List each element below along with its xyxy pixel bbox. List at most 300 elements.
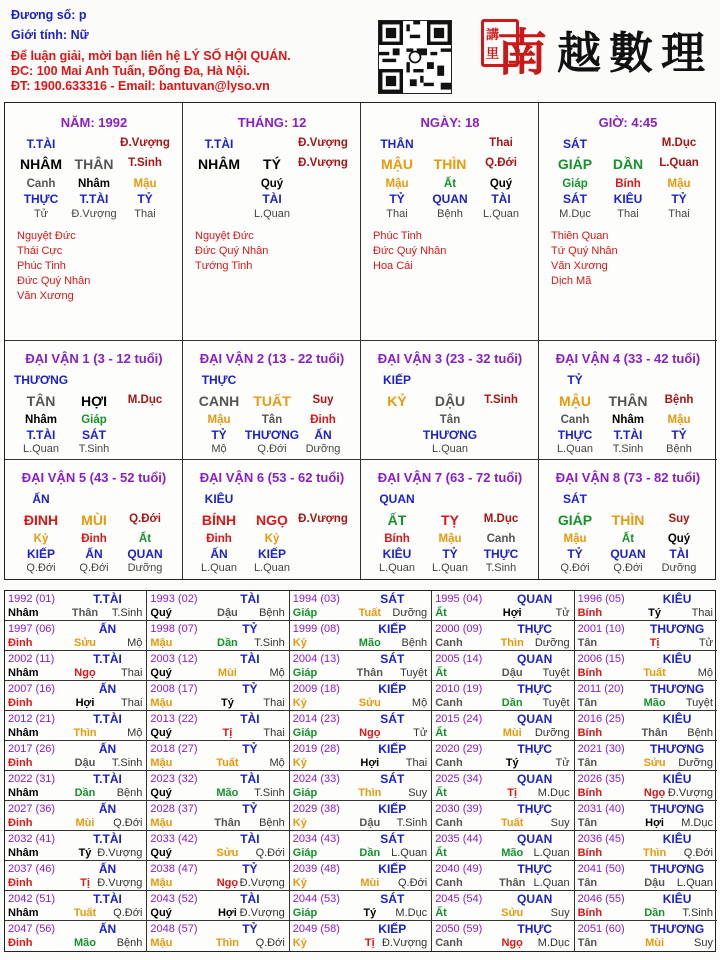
year-ten-god: SÁT: [380, 772, 405, 786]
year-branch: Dậu: [74, 757, 96, 769]
year-phase: Mộ: [269, 757, 285, 769]
dai-van-phase: M.Dục: [483, 513, 519, 525]
pillar-title: NĂM: 1992: [60, 115, 128, 130]
star-item: Tứ Quý Nhân: [551, 245, 618, 257]
year-label: 2026 (35): [577, 773, 625, 785]
year-phase: Q.Đới: [113, 907, 143, 919]
pillar-stem-god: T.TÀI: [204, 137, 234, 151]
year-phase: Tử: [413, 727, 428, 739]
year-branch: Ngọ: [359, 727, 381, 739]
dai-van-title: ĐẠI VẬN 6 (53 - 62 tuổi): [199, 470, 345, 485]
hidden-stem: Mậu: [563, 533, 587, 545]
hidden-stem: Tân: [439, 414, 461, 426]
hidden-phase: Thai: [617, 208, 639, 220]
year-stem: Kỷ: [292, 877, 307, 889]
year-label: 2008 (17): [150, 683, 198, 695]
year-branch: Sửu: [643, 757, 666, 769]
year-stem: Canh: [435, 817, 463, 829]
dai-van-stem-god: KIẾP: [382, 373, 412, 387]
hidden-phase: Q.Đới: [257, 443, 287, 455]
pillar-stem: GIÁP: [557, 156, 593, 172]
year-phase: Suy: [694, 937, 713, 949]
star-item: Nguyệt Đức: [195, 230, 254, 242]
pillar-branch: THÌN: [433, 156, 467, 172]
year-stem: Đinh: [8, 937, 33, 949]
year-stem: Ất: [435, 847, 447, 859]
year-stem: Ất: [435, 607, 447, 619]
year-ten-god: THỰC: [517, 622, 552, 636]
hidden-god: THỰC: [483, 547, 519, 561]
pillar-branch-phase: Q.Đới: [485, 157, 517, 169]
year-stem: Kỷ: [292, 637, 307, 649]
address-line: ĐC: 100 Mai Anh Tuấn, Đống Đa, Hà Nội.: [11, 64, 250, 78]
hidden-phase: Dưỡng: [127, 562, 163, 574]
hidden-phase: L.Quan: [482, 208, 520, 220]
year-branch: Thân: [214, 817, 241, 829]
year-ten-god: SÁT: [380, 892, 405, 906]
hidden-phase: L.Quan: [22, 443, 60, 455]
year-label: 1994 (03): [292, 593, 340, 605]
year-cell: [432, 921, 574, 951]
year-ten-god: KIÊU: [662, 652, 692, 666]
year-branch: Sửu: [501, 907, 524, 919]
year-ten-god: ẤN: [98, 802, 117, 816]
hidden-phase: L.Quan: [253, 562, 291, 574]
year-branch: Mão: [643, 697, 666, 709]
hidden-phase: Thai: [134, 208, 156, 220]
year-cell: [5, 771, 147, 801]
hidden-god: TỶ: [389, 192, 405, 206]
year-branch: Tuất: [358, 607, 381, 619]
year-label: 2003 (12): [150, 653, 198, 665]
year-ten-god: TÀI: [240, 892, 260, 906]
pillar-branch: THÂN: [74, 156, 114, 172]
hidden-god: KIẾP: [26, 547, 56, 561]
hidden-stem: Ất: [138, 533, 152, 545]
year-cell: [290, 921, 432, 951]
hidden-phase: M.Dục: [559, 208, 591, 220]
year-stem: Quý: [150, 907, 172, 919]
hidden-phase: L.Quan: [378, 562, 416, 574]
year-stem: Tân: [577, 817, 598, 829]
year-cell: [5, 591, 147, 621]
year-branch: Dậu: [644, 877, 665, 889]
year-phase: Đ.Vượng: [97, 877, 143, 889]
year-branch: Tuất: [216, 757, 239, 769]
year-stem: Ất: [435, 907, 447, 919]
pillar-cell: [183, 103, 361, 341]
pillar-stem-god: T.TÀI: [26, 137, 56, 151]
year-label: 2005 (14): [435, 653, 483, 665]
year-phase: Suy: [550, 907, 570, 919]
hidden-phase: Thai: [668, 208, 690, 220]
year-branch: Hợi: [645, 817, 664, 829]
year-phase: Thai: [263, 697, 285, 709]
year-phase: Đ.Vượng: [667, 787, 713, 799]
hidden-phase: Q.Đới: [613, 562, 643, 574]
year-stem: Đinh: [8, 757, 33, 769]
pillar-stem-god: SÁT: [563, 137, 587, 151]
year-label: 2031 (40): [577, 803, 625, 815]
hidden-god: TỶ: [671, 428, 687, 442]
year-branch: Tý: [220, 697, 234, 709]
year-ten-god: T.TÀI: [93, 592, 122, 606]
hidden-phase: Đ.Vượng: [71, 208, 117, 220]
year-label: 2040 (49): [435, 863, 483, 875]
year-cell: [290, 891, 432, 921]
year-cell: [290, 831, 432, 861]
year-label: 1999 (08): [292, 623, 340, 635]
year-ten-god: QUAN: [517, 712, 553, 726]
pillar-cell: [5, 103, 183, 341]
year-branch: Tuất: [500, 817, 524, 829]
pillar-stem-phase: Đ.Vượng: [298, 137, 348, 149]
dai-van-branch: THÂN: [608, 393, 648, 409]
year-label: 2039 (48): [292, 863, 340, 875]
pillar-title: NGÀY: 18: [420, 115, 480, 130]
year-cell: [432, 651, 574, 681]
year-branch: Thìn: [215, 937, 239, 949]
year-label: 2025 (34): [435, 773, 483, 785]
hidden-god: ẤN: [314, 428, 332, 442]
star-item: Thiên Quan: [551, 230, 609, 242]
year-stem: Giáp: [292, 847, 318, 859]
year-stem: Đinh: [8, 817, 33, 829]
year-branch: Tị: [364, 937, 375, 949]
year-branch: Tý: [648, 607, 662, 619]
year-cell: [5, 861, 147, 891]
year-cell: [432, 801, 574, 831]
hidden-god: TỶ: [137, 192, 153, 206]
star-item: Tướng Tinh: [195, 260, 253, 272]
dai-van-stem-god: QUAN: [379, 492, 415, 506]
year-label: 2001 (10): [577, 623, 625, 635]
year-cell: [5, 891, 147, 921]
year-label: 2030 (39): [435, 803, 483, 815]
year-phase: Thai: [120, 667, 143, 679]
year-label: 2018 (27): [150, 743, 198, 755]
hidden-phase: Mộ: [211, 443, 227, 455]
year-phase: M.Dục: [537, 787, 570, 799]
year-branch: Sửu: [73, 637, 97, 649]
year-ten-god: TỶ: [242, 682, 258, 696]
year-label: 2009 (18): [292, 683, 340, 695]
year-branch: Tý: [78, 847, 92, 859]
dai-van-phase: M.Dục: [127, 394, 163, 406]
dai-van-phase: Bệnh: [664, 394, 694, 406]
year-label: 2051 (60): [577, 923, 625, 935]
year-cell: [147, 891, 289, 921]
year-phase: Đ.Vượng: [97, 847, 143, 859]
year-ten-god: ẤN: [98, 682, 117, 696]
year-ten-god: KIẾP: [378, 622, 407, 636]
pillar-stem: MẬU: [381, 156, 413, 172]
year-ten-god: QUAN: [517, 832, 553, 846]
dai-van-title: ĐẠI VẬN 1 (3 - 12 tuổi): [25, 351, 163, 366]
hidden-phase: Bệnh: [437, 208, 463, 220]
year-cell: [575, 861, 717, 891]
year-phase: Thai: [120, 697, 143, 709]
year-label: 2028 (37): [150, 803, 198, 815]
hidden-stem: Canh: [560, 414, 590, 426]
year-label: 1997 (06): [8, 623, 56, 635]
logo-char-2: 越: [557, 28, 601, 79]
year-ten-god: KIẾP: [378, 922, 407, 936]
year-cell: [432, 591, 574, 621]
year-ten-god: THỰC: [517, 802, 552, 816]
year-label: 1996 (05): [577, 593, 625, 605]
year-ten-god: SÁT: [380, 712, 405, 726]
year-stem: Giáp: [292, 727, 318, 739]
year-label: 2043 (52): [150, 893, 198, 905]
hidden-stem: Đinh: [81, 533, 107, 545]
hidden-stem: Ất: [621, 533, 635, 545]
pillar-stem-god: THÂN: [380, 137, 414, 151]
year-phase: Q.Đới: [397, 877, 428, 889]
year-phase: Tuyệt: [542, 697, 570, 709]
dai-van-branch: NGỌ: [256, 512, 288, 528]
year-stem: Mậu: [150, 937, 173, 949]
year-cell: [575, 771, 717, 801]
dai-van-stem: ẤT: [387, 512, 407, 528]
year-ten-god: T.TÀI: [93, 712, 122, 726]
year-stem: Mậu: [150, 757, 173, 769]
pillar-stem-phase: M.Dục: [661, 137, 697, 149]
dai-van-cell: [539, 460, 717, 579]
year-stem: Đinh: [8, 697, 33, 709]
hidden-god: TỶ: [567, 547, 583, 561]
pillar-cell: [539, 103, 717, 341]
year-stem: Ất: [435, 787, 447, 799]
year-label: 1998 (07): [150, 623, 198, 635]
year-branch: Sửu: [216, 847, 239, 859]
year-ten-god: SÁT: [380, 592, 405, 606]
year-label: 1993 (02): [150, 593, 198, 605]
pillar-stem-phase: Thai: [489, 137, 513, 149]
year-cell: [290, 681, 432, 711]
year-phase: Đ.Vượng: [382, 937, 428, 949]
hidden-god: KIÊU: [613, 192, 643, 206]
hidden-god: THƯƠNG: [244, 428, 300, 442]
dai-van-stem: KỶ: [387, 393, 407, 409]
year-phase: Đ.Vượng: [239, 877, 285, 889]
year-branch: Tý: [505, 757, 519, 769]
year-stem: Mậu: [150, 697, 173, 709]
star-item: Nguyệt Đức: [17, 230, 76, 242]
year-branch: Ngọ: [501, 937, 523, 949]
hidden-phase: Q.Đới: [26, 562, 56, 574]
year-branch: Dần: [217, 637, 238, 649]
year-phase: Bệnh: [401, 637, 428, 649]
year-label: 2044 (53): [292, 893, 340, 905]
year-cell: [5, 651, 147, 681]
year-cell: [290, 801, 432, 831]
year-ten-god: TÀI: [240, 592, 260, 606]
year-stem: Giáp: [292, 667, 318, 679]
year-branch: Hợi: [75, 697, 95, 709]
year-ten-god: THƯƠNG: [650, 862, 705, 876]
year-phase: Suy: [408, 787, 428, 799]
star-item: Văn Xương: [551, 260, 608, 272]
year-stem: Mậu: [150, 877, 173, 889]
year-label: 2019 (28): [292, 743, 340, 755]
pillar-branch-phase: Đ.Vượng: [298, 157, 348, 169]
hidden-stem: Tân: [261, 414, 283, 426]
dai-van-cell: [5, 341, 183, 460]
dai-van-title: ĐẠI VẬN 5 (43 - 52 tuổi): [21, 470, 167, 485]
hidden-phase: L.Quan: [253, 208, 291, 220]
hidden-phase: L.Quan: [431, 562, 469, 574]
hidden-phase: Tử: [33, 208, 49, 220]
year-stem: Đinh: [8, 637, 33, 649]
hidden-god: TÀI: [491, 192, 511, 206]
year-ten-god: T.TÀI: [93, 832, 122, 846]
year-stem: Tân: [577, 877, 598, 889]
year-cell: [575, 891, 717, 921]
hidden-god: TÀI: [262, 192, 282, 206]
header: [0, 0, 720, 100]
year-stem: Quý: [150, 727, 172, 739]
year-cell: [432, 861, 574, 891]
year-label: 1992 (01): [8, 593, 56, 605]
year-cell: [432, 621, 574, 651]
year-cell: [147, 771, 289, 801]
year-label: 2049 (58): [292, 923, 340, 935]
year-branch: Mão: [501, 847, 524, 859]
year-ten-god: SÁT: [380, 832, 405, 846]
hidden-stem: Bính: [384, 533, 410, 545]
year-branch: Ngọ: [74, 667, 96, 679]
dai-van-phase: Suy: [312, 394, 334, 406]
seal-icon: 講 里: [481, 19, 519, 67]
year-stem: Bính: [577, 667, 603, 679]
year-phase: Thai: [263, 727, 285, 739]
year-branch: Thìn: [358, 787, 382, 799]
dai-van-branch: THÌN: [611, 512, 645, 528]
year-stem: Canh: [435, 937, 463, 949]
hidden-phase: Q.Đới: [79, 562, 109, 574]
hidden-stem: Giáp: [562, 178, 588, 190]
year-cell: [575, 921, 717, 951]
year-branch: Mão: [358, 637, 381, 649]
year-stem: Đinh: [8, 877, 33, 889]
year-ten-god: KIẾP: [378, 862, 407, 876]
year-ten-god: TÀI: [240, 772, 260, 786]
year-phase: Thai: [405, 757, 428, 769]
year-cell: [290, 621, 432, 651]
year-branch: Ngọ: [643, 787, 666, 799]
year-ten-god: TÀI: [240, 712, 260, 726]
year-branch: Mão: [216, 787, 239, 799]
phone-email-line: ĐT: 1900.633316 - Email: bantuvan@lyso.vn: [11, 79, 270, 93]
hidden-god: ẤN: [210, 547, 228, 561]
year-label: 2020 (29): [435, 743, 483, 755]
year-branch: Thìn: [73, 727, 97, 739]
year-cell: [575, 681, 717, 711]
hidden-stem: Mậu: [133, 178, 157, 190]
year-ten-god: QUAN: [517, 892, 553, 906]
year-ten-god: KIẾP: [378, 682, 407, 696]
year-phase: L.Quan: [533, 847, 570, 859]
hidden-god: TỶ: [211, 428, 227, 442]
year-cell: [147, 621, 289, 651]
year-phase: T.Sinh: [111, 607, 143, 619]
year-ten-god: KIẾP: [378, 742, 407, 756]
year-label: 2017 (26): [8, 743, 56, 755]
year-stem: Kỷ: [292, 757, 307, 769]
dai-van-stem: CANH: [198, 393, 240, 409]
year-branch: Ngọ: [216, 877, 239, 889]
year-branch: Mùi: [502, 727, 522, 739]
year-label: 2029 (38): [292, 803, 340, 815]
year-phase: Đ.Vượng: [239, 907, 285, 919]
dai-van-phase: Đ.Vượng: [298, 513, 348, 525]
year-branch: Mùi: [645, 937, 665, 949]
year-stem: Bính: [577, 727, 603, 739]
pillar-branch-phase: T.Sinh: [128, 157, 162, 169]
star-item: Thái Cực: [17, 245, 63, 257]
year-branch: Dần: [501, 697, 523, 709]
hidden-phase: Bệnh: [666, 443, 692, 455]
pillar-stem: NHÂM: [20, 156, 62, 172]
year-ten-god: ẤN: [98, 622, 117, 636]
year-phase: Q.Đới: [255, 937, 285, 949]
year-phase: Tử: [698, 637, 713, 649]
logo: [477, 15, 717, 82]
year-label: 2015 (24): [435, 713, 483, 725]
year-phase: Q.Đới: [683, 847, 713, 859]
year-cell: [575, 801, 717, 831]
year-cell: [432, 711, 574, 741]
year-phase: Bệnh: [259, 817, 285, 829]
star-item: Văn Xương: [17, 290, 74, 302]
year-cell: [290, 741, 432, 771]
year-branch: Dậu: [217, 607, 238, 619]
hidden-god: KIẾP: [257, 547, 287, 561]
star-item: Dịch Mã: [551, 275, 592, 287]
year-ten-god: TỶ: [242, 922, 258, 936]
hidden-god: THỰC: [23, 192, 59, 206]
pillar-stem: NHÂM: [198, 156, 240, 172]
year-label: 2021 (30): [577, 743, 625, 755]
hidden-stem: Canh: [486, 533, 516, 545]
year-cell: [575, 591, 717, 621]
year-stem: Canh: [435, 637, 463, 649]
year-ten-god: TỶ: [242, 742, 258, 756]
year-cell: [5, 711, 147, 741]
year-cell: [5, 621, 147, 651]
hidden-stem: Kỷ: [33, 533, 49, 545]
star-item: Đức Quý Nhân: [373, 245, 447, 257]
hidden-stem: Giáp: [81, 414, 107, 426]
year-stem: Ất: [435, 727, 447, 739]
hidden-stem: Mậu: [438, 533, 462, 545]
year-label: 2045 (54): [435, 893, 483, 905]
year-phase: Tử: [555, 757, 570, 769]
year-branch: Tị: [649, 637, 660, 649]
year-branch: Mão: [74, 937, 96, 949]
year-cell: [5, 801, 147, 831]
year-ten-god: T.TÀI: [93, 772, 122, 786]
hidden-stem: Mậu: [385, 178, 409, 190]
year-cell: [290, 711, 432, 741]
year-label: 2004 (13): [292, 653, 340, 665]
year-label: 2046 (55): [577, 893, 625, 905]
year-phase: Mộ: [127, 727, 143, 739]
year-stem: Quý: [150, 787, 172, 799]
year-cell: [290, 591, 432, 621]
logo-char-1: 南: [497, 23, 547, 82]
